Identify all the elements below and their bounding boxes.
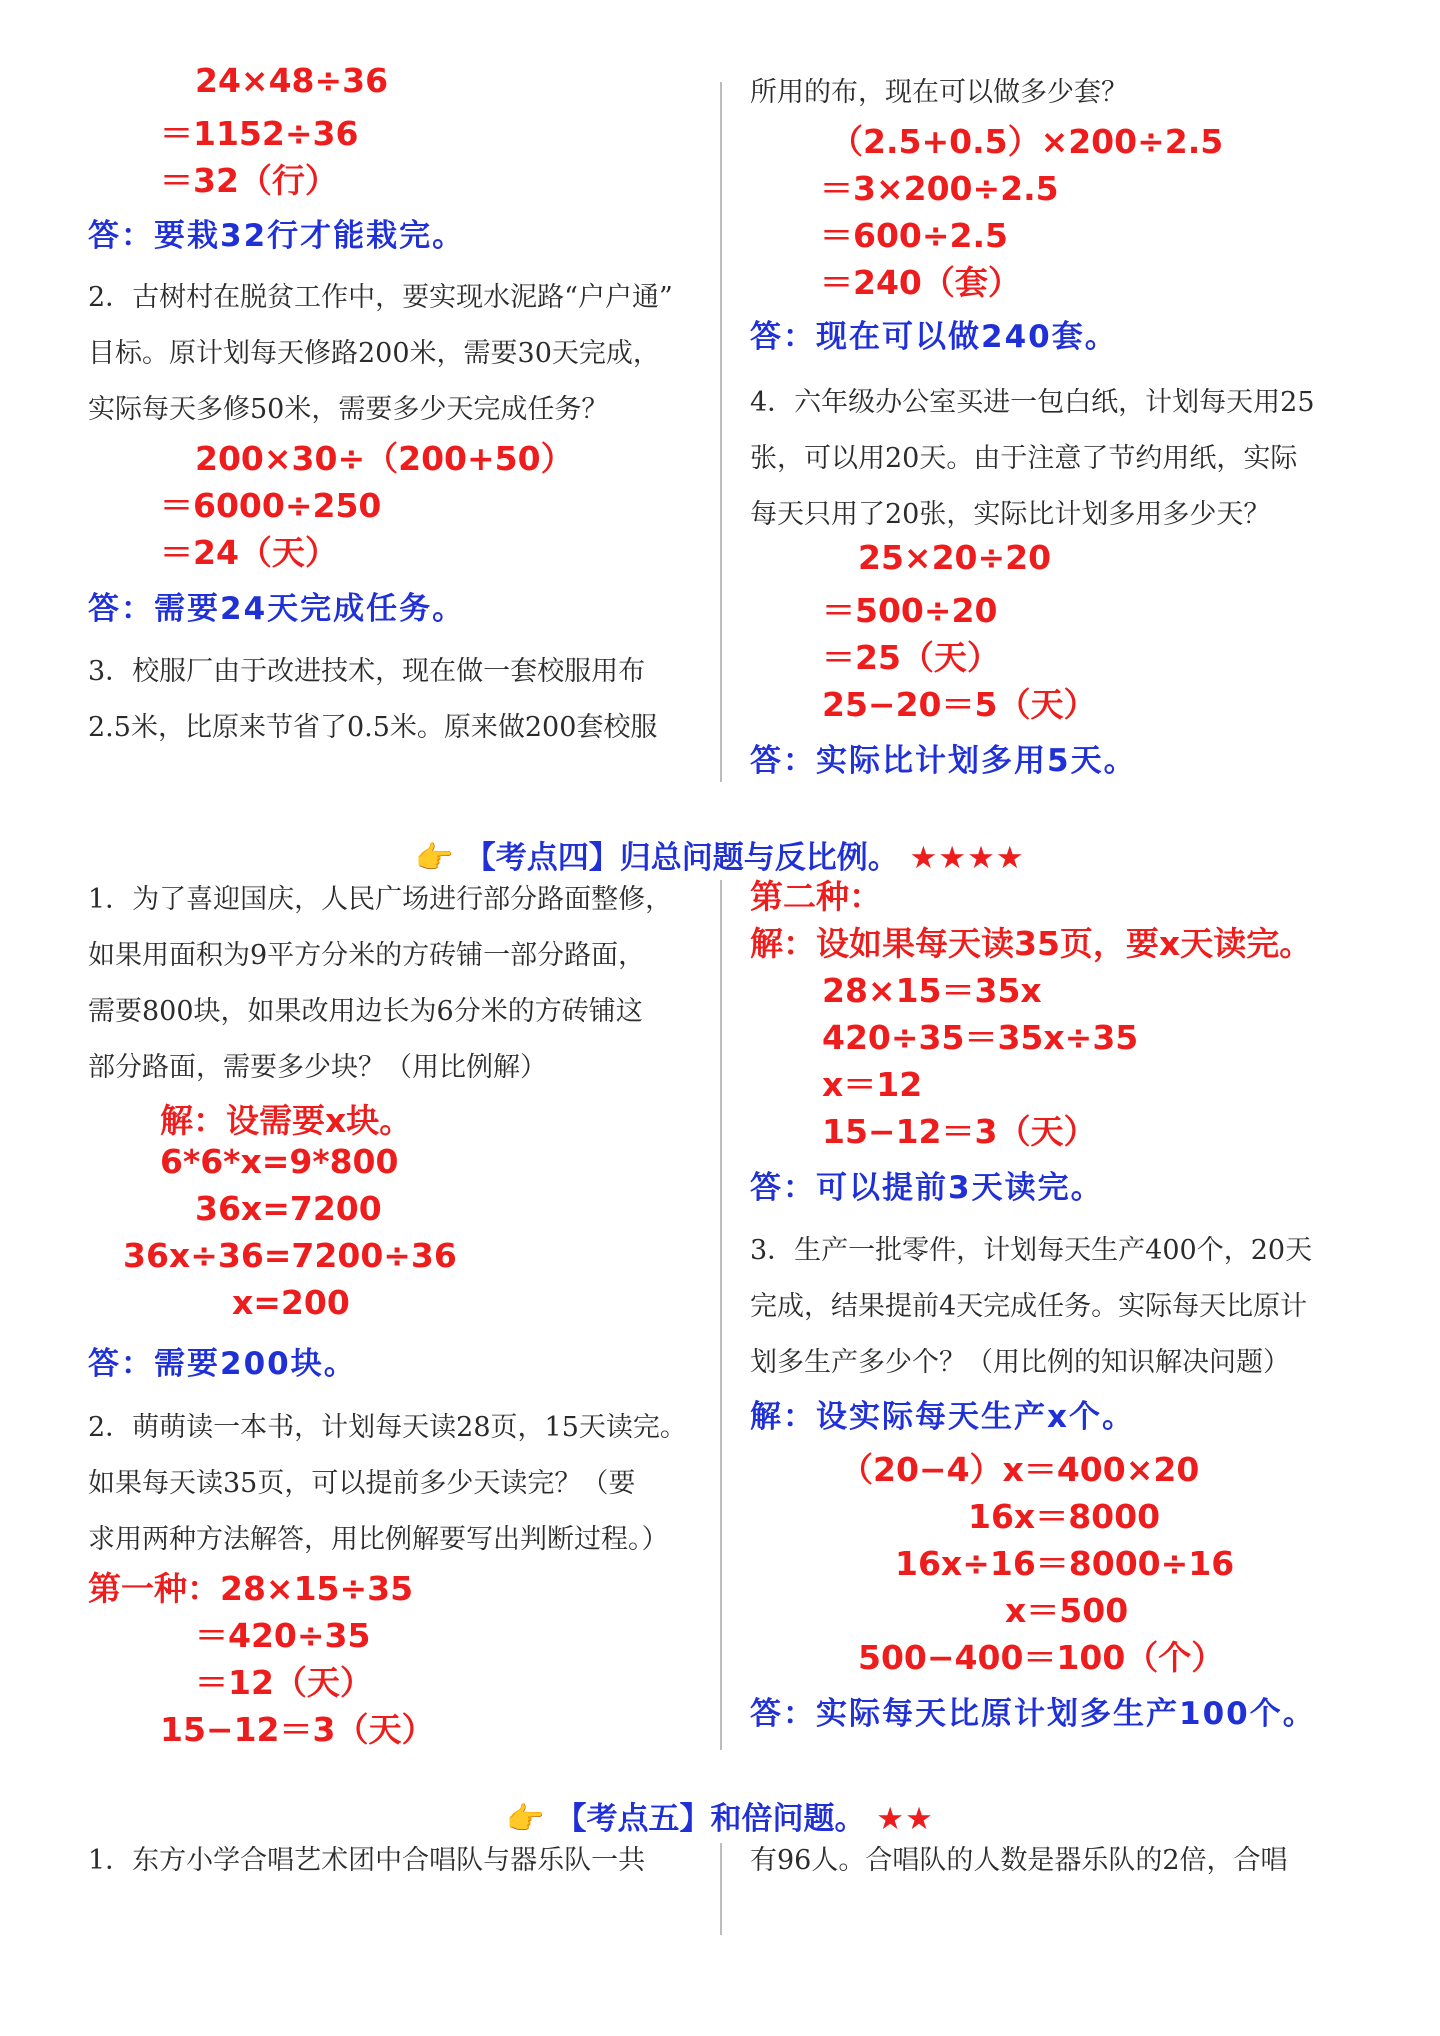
solution-step: ＝3×200÷2.5 (820, 169, 1059, 208)
problem-text-line: 2．古树村在脱贫工作中，要实现水泥路“户户通” (88, 282, 673, 313)
answer-line: 答：实际比计划多用5天。 (750, 743, 1137, 779)
problem-text-line: 求用两种方法解答，用比例解要写出判断过程。） (88, 1524, 669, 1555)
solution-step: ＝24（天） (160, 533, 338, 572)
solution-step: 24×48÷36 (195, 61, 389, 100)
answer-line: 答：需要24天完成任务。 (88, 591, 466, 627)
solution-step: ＝6000÷250 (160, 486, 382, 525)
solution-step: 解：设如果每天读35页，要x天读完。 (750, 924, 1313, 963)
solution-step: 第二种： (750, 877, 882, 916)
problem-text-line: 需要800块，如果改用边长为6分米的方砖铺这 (88, 996, 643, 1027)
answer-line: 答：可以提前3天读完。 (750, 1170, 1104, 1206)
column-divider-top (720, 82, 722, 782)
section-five-title: 【考点五】和倍问题。 (555, 1801, 866, 1837)
answer-line: 答：实际每天比原计划多生产100个。 (750, 1696, 1316, 1732)
solution-step: 6*6*x=9*800 (160, 1142, 399, 1181)
solution-step: 28×15＝35x (822, 971, 1042, 1010)
section-five-heading (0, 1793, 1440, 1838)
solution-step: ＝500÷20 (822, 591, 998, 630)
solution-step: 16x＝8000 (968, 1497, 1161, 1536)
problem-text-line: 1．为了喜迎国庆，人民广场进行部分路面整修， (88, 884, 673, 915)
answer-line: 答：要栽32行才能栽完。 (88, 218, 466, 254)
star-rating-icon: ★★★★ (909, 840, 1025, 876)
solution-step: 500−400＝100（个） (858, 1638, 1225, 1677)
problem-text-line: 4．六年级办公室买进一包白纸，计划每天用25 (750, 387, 1315, 418)
problem-text-line: 3．生产一批零件，计划每天生产400个，20天 (750, 1235, 1313, 1266)
star-rating-icon: ★★ (876, 1801, 934, 1837)
problem-text-line: 如果用面积为9平方分米的方砖铺一部分路面， (88, 940, 646, 971)
pointing-hand-icon: 👉 (506, 1801, 545, 1837)
problem-text-line: 有96人。合唱队的人数是器乐队的2倍，合唱 (750, 1845, 1288, 1876)
problem-text-line: 完成，结果提前4天完成任务。实际每天比原计 (750, 1291, 1308, 1322)
problem-text-line: 1．东方小学合唱艺术团中合唱队与器乐队一共 (88, 1845, 646, 1876)
section-four-title: 【考点四】归总问题与反比例。 (464, 840, 899, 876)
solution-step: 16x÷16＝8000÷16 (895, 1544, 1235, 1583)
problem-text-line: 张，可以用20天。由于注意了节约用纸，实际 (750, 443, 1298, 474)
problem-text-line: 2.5米，比原来节省了0.5米。原来做200套校服 (88, 712, 658, 743)
solution-step: 25−20＝5（天） (822, 685, 1097, 724)
solution-step: 36x÷36=7200÷36 (123, 1236, 457, 1275)
pointing-hand-icon: 👉 (415, 840, 454, 876)
solution-step: （20−4）x＝400×20 (840, 1450, 1200, 1489)
solution-step: 15−12＝3（天） (160, 1710, 435, 1749)
problem-text-line: 实际每天多修50米，需要多少天完成任务？ (88, 394, 609, 425)
solution-step: 15−12＝3（天） (822, 1112, 1097, 1151)
problem-text-line: 部分路面，需要多少块？（用比例解） (88, 1052, 547, 1083)
solution-step: 解：设需要x块。 (160, 1101, 413, 1140)
solution-step: ＝25（天） (822, 638, 1000, 677)
column-divider-middle (720, 880, 722, 1750)
solution-step: 第一种：28×15÷35 (88, 1569, 414, 1608)
solution-step: ＝240（套） (820, 263, 1021, 302)
problem-text-line: 2．萌萌读一本书，计划每天读28页，15天读完。 (88, 1412, 687, 1443)
solution-step: （2.5+0.5）×200÷2.5 (830, 122, 1224, 161)
answer-line: 答：需要200块。 (88, 1346, 357, 1382)
problem-text-line: 每天只用了20张，实际比计划多用多少天？ (750, 499, 1271, 530)
solution-step: ＝1152÷36 (160, 114, 359, 153)
problem-text-line: 3．校服厂由于改进技术，现在做一套校服用布 (88, 656, 646, 687)
section-four-heading (0, 832, 1440, 877)
answer-line: 解：设实际每天生产x个。 (750, 1399, 1135, 1435)
solution-step: 200×30÷（200+50） (195, 439, 574, 478)
column-divider-bottom (720, 1843, 722, 1935)
problem-text-line: 划多生产多少个？（用比例的知识解决问题） (750, 1347, 1290, 1378)
solution-step: x=200 (232, 1283, 350, 1322)
solution-step: 25×20÷20 (858, 538, 1052, 577)
problem-text-line: 目标。原计划每天修路200米，需要30天完成， (88, 338, 660, 369)
solution-step: ＝12（天） (195, 1663, 373, 1702)
answer-line: 答：现在可以做240套。 (750, 319, 1118, 355)
solution-step: ＝600÷2.5 (820, 216, 1008, 255)
solution-step: 36x=7200 (195, 1189, 382, 1228)
problem-text-line: 如果每天读35页，可以提前多少天读完？（要 (88, 1468, 636, 1499)
problem-text-line: 所用的布，现在可以做多少套？ (750, 77, 1128, 108)
solution-step: x＝500 (1005, 1591, 1129, 1630)
solution-step: x＝12 (822, 1065, 923, 1104)
solution-step: ＝32（行） (160, 161, 338, 200)
solution-step: ＝420÷35 (195, 1616, 371, 1655)
solution-step: 420÷35＝35x÷35 (822, 1018, 1139, 1057)
